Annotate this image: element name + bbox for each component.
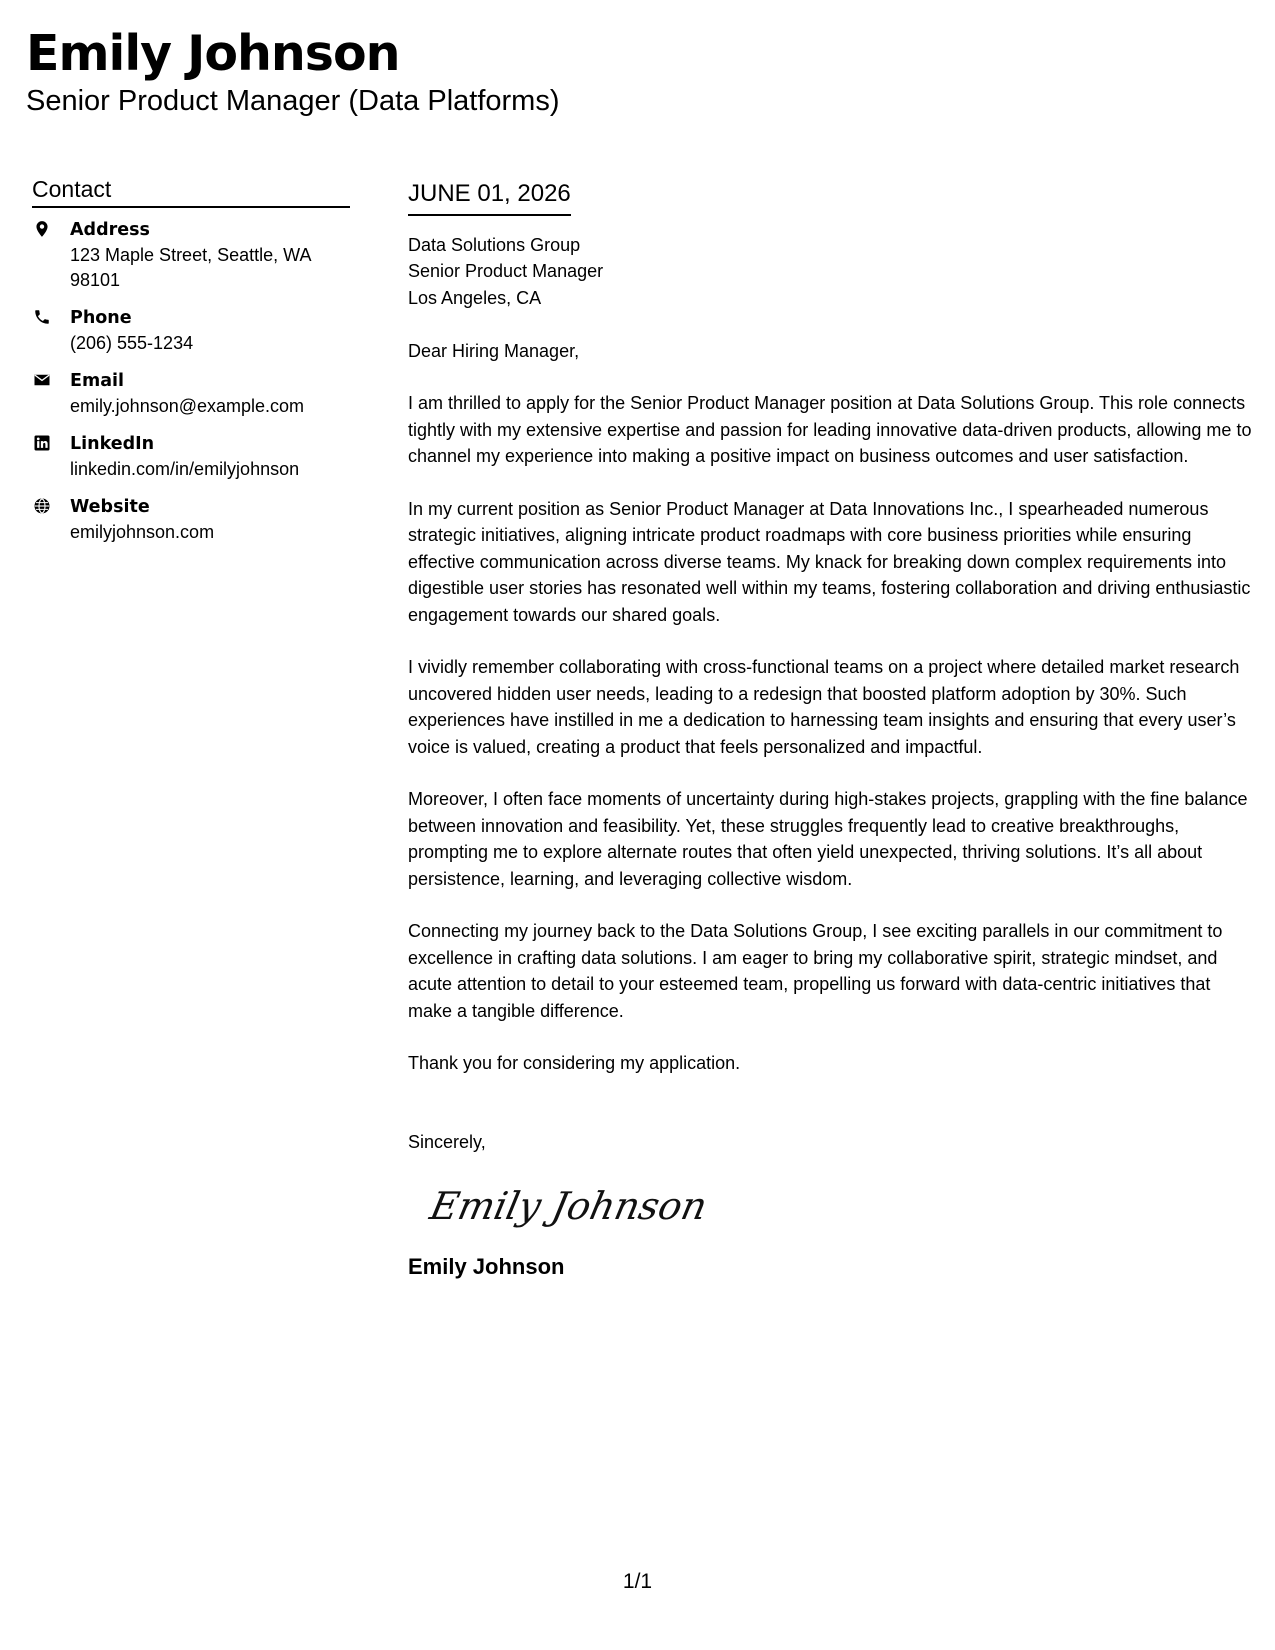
letter-header <box>26 24 560 118</box>
contact-value-linkedin: linkedin.com/in/emilyjohnson <box>70 459 300 479</box>
contact-value-website: emilyjohnson.com <box>70 522 215 542</box>
contact-item-website <box>32 495 350 545</box>
contact-label-address: Address <box>70 220 150 240</box>
contact-sidebar <box>32 175 350 558</box>
contact-value-address: 123 Maple Street, Seattle, WA 98101 <box>70 245 311 290</box>
recipient-company: Data Solutions Group <box>408 235 581 255</box>
contact-label-email: Email <box>70 371 124 391</box>
recipient-position: Senior Product Manager <box>408 261 604 282</box>
contact-item-address <box>32 218 350 293</box>
contact-label-linkedin: LinkedIn <box>70 434 155 454</box>
paragraph: I am thrilled to apply for the Senior Product Manager position at Data Solutions Group. This role connects tightly with my extensive expertise and passion for leading innovative data-driven products, allowing me to channel my experience into making a positive impact on business outcomes and user satisfaction. <box>408 393 1252 467</box>
letter-date: JUNE 01, 2026 <box>408 179 571 216</box>
globe-icon <box>32 496 52 516</box>
paragraph: In my current position as Senior Product Manager at Data Innovations Inc., I spearheaded numerous strategic initiatives, aligning intricate product roadmaps with core business priorities while ensuring effective communication across diverse teams. My knack for breaking down complex requirements into digestible user stories has resonated well within my teams, fostering collaboration and driving enthusiastic engagement towards our shared goals. <box>408 499 1251 625</box>
contact-value-email: emily.johnson@example.com <box>70 396 305 416</box>
recipient-location: Los Angeles, CA <box>408 287 542 308</box>
applicant-name: Emily Johnson <box>26 25 400 82</box>
letter-body <box>408 179 1253 1281</box>
recipient-block <box>408 232 1253 311</box>
thanks-line: Thank you for considering my application. <box>408 1053 741 1074</box>
paragraph: I vividly remember collaborating with cross-functional teams on a project where detailed market research uncovered hidden user needs, leading to a redesign that boosted platform adoption by 30%. Such experiences have instilled in me a dedication to harnessing team insights and ensuring that every user’s voice is valued, creating a product that feels personalized and impactful. <box>408 657 1240 757</box>
map-pin-icon <box>32 219 52 239</box>
contact-item-phone <box>32 306 350 356</box>
contact-label-phone: Phone <box>70 308 132 328</box>
contact-item-linkedin <box>32 432 350 482</box>
applicant-title: Senior Product Manager (Data Platforms) <box>26 85 560 117</box>
page-number: 1/1 <box>622 1570 653 1593</box>
phone-icon <box>32 307 52 327</box>
paragraph: Connecting my journey back to the Data Solutions Group, I see exciting parallels in our commitment to excellence in crafting data solutions. I am eager to bring my collaborative spirit, strategic mindset, and acute attention to detail to your esteemed team, propelling us forward with data-centric initiatives that make a tangible difference. <box>408 921 1223 1021</box>
contact-item-email <box>32 369 350 419</box>
closing-line: Sincerely, <box>408 1131 486 1152</box>
contact-value-phone: (206) 555-1234 <box>70 333 194 353</box>
greeting: Dear Hiring Manager, <box>408 340 580 361</box>
signer-name: Emily Johnson <box>408 1254 565 1280</box>
linkedin-icon <box>32 433 52 453</box>
envelope-icon <box>32 370 52 390</box>
contact-heading: Contact <box>32 175 350 208</box>
svg-text:Emily Johnson: Emily Johnson <box>426 1184 711 1230</box>
contact-label-website: Website <box>70 497 150 517</box>
handwritten-signature <box>426 1173 711 1243</box>
paragraph: Moreover, I often face moments of uncertainty during high-stakes projects, grappling with the fine balance between innovation and feasibility. Yet, these struggles frequently lead to creative breakthroughs, prompting me to explore alternate routes that often yield unexpected, thriving solutions. It’s all about persistence, learning, and leveraging collective wisdom. <box>408 789 1248 889</box>
